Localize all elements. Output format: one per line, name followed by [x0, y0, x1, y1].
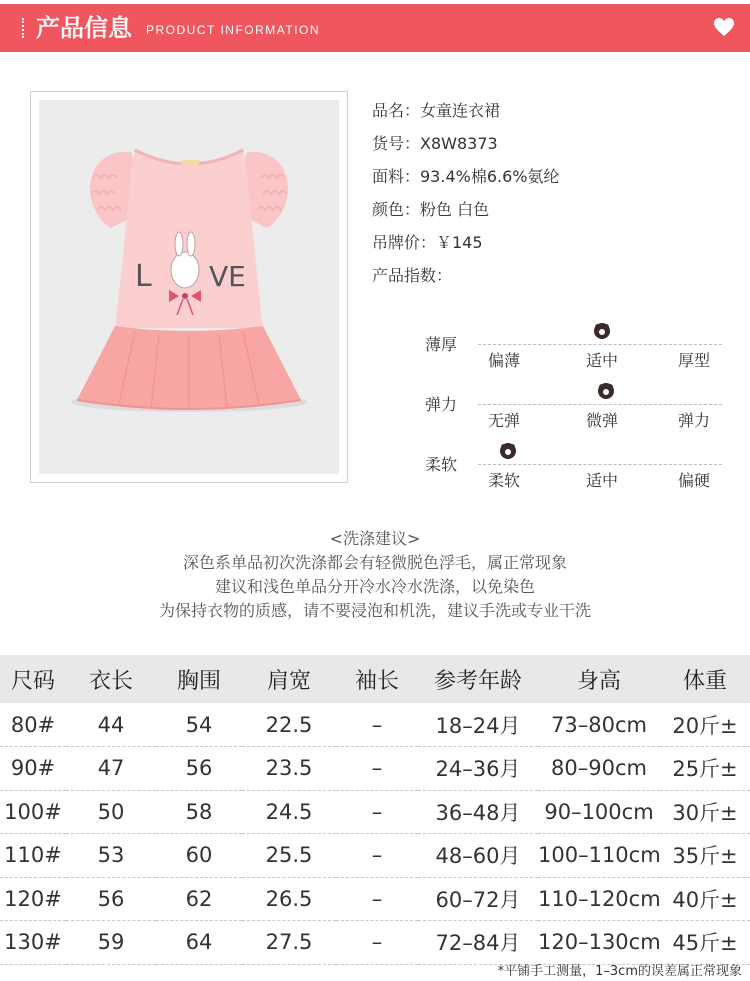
cell-sleeve: –: [336, 834, 418, 878]
cell-height: 100–110cm: [538, 834, 660, 878]
cell-shoulder: 24.5: [242, 790, 336, 834]
scale-row-elasticity: [425, 378, 735, 438]
product-price: 吊牌价：￥145: [372, 233, 483, 252]
cell-shoulder: 26.5: [242, 877, 336, 921]
scale-option: 偏薄: [488, 351, 521, 370]
scale-line: [478, 464, 722, 465]
product-image-frame: [30, 91, 348, 483]
cell-length: 47: [66, 747, 156, 791]
cell-sleeve: –: [336, 877, 418, 921]
table-row: [0, 921, 750, 965]
wash-advice: [0, 527, 750, 623]
cell-age: 18–24月: [418, 703, 538, 747]
cell-shoulder: 23.5: [242, 747, 336, 791]
cell-sleeve: –: [336, 703, 418, 747]
cell-weight: 40斤±: [660, 877, 750, 921]
scale-label: 弹力: [425, 395, 458, 414]
cell-size: 80#: [0, 703, 66, 747]
cell-age: 60–72月: [418, 877, 538, 921]
product-name: 品名：女童连衣裙: [372, 101, 501, 120]
table-row: [0, 703, 750, 747]
scale-label: 薄厚: [425, 335, 458, 354]
print-letter-l: L: [135, 259, 152, 294]
indicator-pin-icon: [591, 320, 613, 342]
column-header: 身高: [538, 655, 660, 703]
product-info: [372, 94, 559, 292]
cell-height: 90–100cm: [538, 790, 660, 834]
wash-line: 深色系单品初次洗涤都会有轻微脱色浮毛，属正常现象: [182, 553, 567, 572]
scale-option-selected: 适中: [586, 351, 619, 370]
product-fabric: 面料：93.4%棉6.6%氨纶: [372, 167, 560, 186]
cell-size: 110#: [0, 834, 66, 878]
indicator-pin-icon: [595, 380, 617, 402]
size-table: [0, 655, 750, 965]
scale-option-selected: 柔软: [488, 471, 521, 490]
column-header: 体重: [660, 655, 750, 703]
product-sku: 货号：X8W8373: [372, 134, 498, 153]
cell-weight: 35斤±: [660, 834, 750, 878]
cell-sleeve: –: [336, 790, 418, 834]
cell-shoulder: 27.5: [242, 921, 336, 965]
cell-age: 48–60月: [418, 834, 538, 878]
cell-weight: 30斤±: [660, 790, 750, 834]
print-letters-ve: VE: [209, 260, 246, 293]
cell-height: 110–120cm: [538, 877, 660, 921]
cell-age: 36–48月: [418, 790, 538, 834]
column-header: 尺码: [0, 655, 66, 703]
column-header: 肩宽: [242, 655, 336, 703]
product-index-scale: [425, 318, 735, 498]
section-banner: [0, 4, 750, 52]
wash-line: 为保持衣物的质感，请不要浸泡和机洗，建议手洗或专业干洗: [158, 601, 591, 620]
column-header: 参考年龄: [418, 655, 538, 703]
scale-option: 弹力: [678, 411, 711, 430]
cell-age: 72–84月: [418, 921, 538, 965]
cell-weight: 45斤±: [660, 921, 750, 965]
cell-length: 56: [66, 877, 156, 921]
product-colors: 颜色：粉色 白色: [372, 200, 490, 219]
scale-option: 无弹: [488, 411, 521, 430]
wash-line: 建议和浅色单品分开冷水冷水洗涤，以免染色: [214, 577, 535, 596]
column-header: 胸围: [156, 655, 242, 703]
column-header: 袖长: [336, 655, 418, 703]
cell-size: 130#: [0, 921, 66, 965]
cell-weight: 20斤±: [660, 703, 750, 747]
column-header: 衣长: [66, 655, 156, 703]
cell-chest: 64: [156, 921, 242, 965]
scale-line: [478, 404, 722, 405]
section-subtitle: PRODUCT INFORMATION: [146, 23, 321, 37]
scale-row-thickness: [425, 318, 735, 378]
cell-age: 24–36月: [418, 747, 538, 791]
cell-height: 120–130cm: [538, 921, 660, 965]
cell-length: 50: [66, 790, 156, 834]
scale-option: 厚型: [678, 351, 711, 370]
scale-option-selected: 微弹: [586, 411, 619, 430]
scale-option: 适中: [586, 471, 619, 490]
cell-sleeve: –: [336, 747, 418, 791]
cell-size: 120#: [0, 877, 66, 921]
cell-chest: 58: [156, 790, 242, 834]
cell-chest: 62: [156, 877, 242, 921]
scale-row-softness: [425, 438, 735, 498]
table-row: [0, 790, 750, 834]
product-index-label: 产品指数：: [372, 266, 453, 285]
section-title: 产品信息: [36, 14, 132, 42]
scale-line: [478, 344, 722, 345]
size-table-header: [0, 655, 750, 703]
table-row: [0, 877, 750, 921]
dress-illustration: [39, 100, 339, 474]
cell-length: 44: [66, 703, 156, 747]
indicator-pin-icon: [497, 440, 519, 462]
cell-chest: 56: [156, 747, 242, 791]
cell-chest: 54: [156, 703, 242, 747]
cell-length: 59: [66, 921, 156, 965]
wash-title: <洗涤建议>: [329, 529, 421, 548]
scale-option: 偏硬: [678, 471, 711, 490]
measurement-note: *平铺手工测量，1–3cm的误差属正常现象: [497, 964, 742, 979]
heart-icon[interactable]: [712, 15, 736, 39]
cell-chest: 60: [156, 834, 242, 878]
table-row: [0, 747, 750, 791]
banner-mark: [22, 18, 28, 38]
cell-height: 73–80cm: [538, 703, 660, 747]
table-row: [0, 834, 750, 878]
scale-label: 柔软: [425, 455, 458, 474]
cell-length: 53: [66, 834, 156, 878]
cell-weight: 25斤±: [660, 747, 750, 791]
cell-size: 100#: [0, 790, 66, 834]
cell-size: 90#: [0, 747, 66, 791]
cell-shoulder: 22.5: [242, 703, 336, 747]
product-image: [39, 100, 339, 474]
cell-height: 80–90cm: [538, 747, 660, 791]
cell-shoulder: 25.5: [242, 834, 336, 878]
cell-sleeve: –: [336, 921, 418, 965]
